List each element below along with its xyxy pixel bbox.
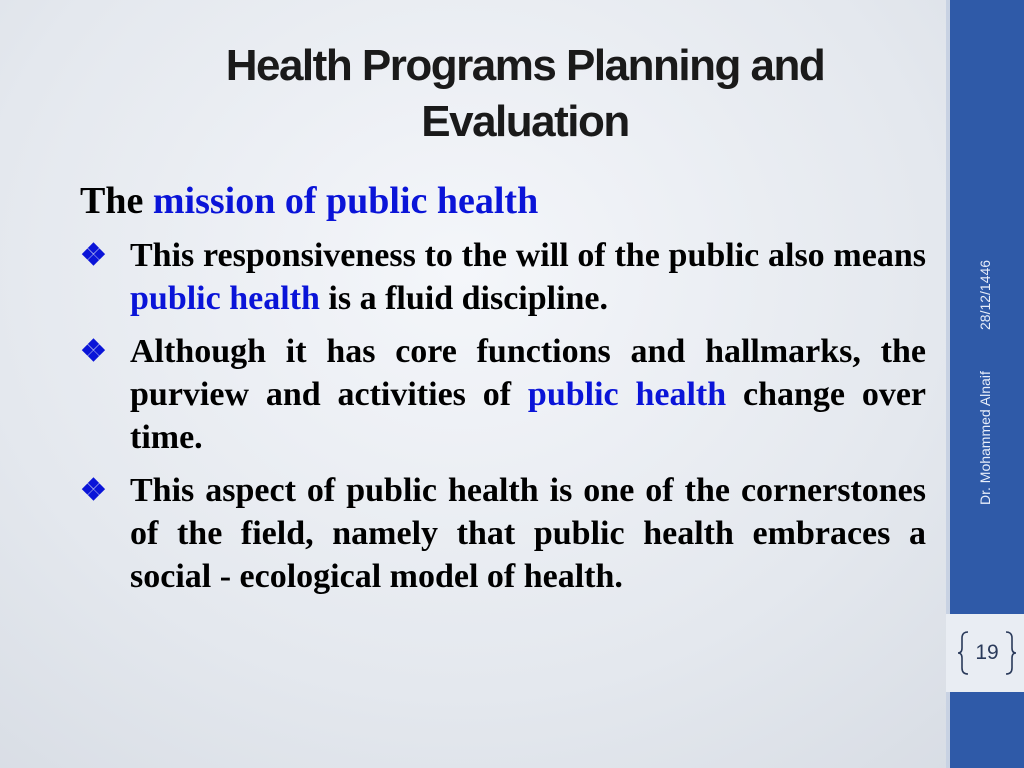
bullet-highlight: public health bbox=[527, 376, 727, 413]
bullet-highlight: public health bbox=[130, 280, 320, 317]
diamond-bullet-icon: ❖ bbox=[80, 474, 107, 507]
subheading-prefix: The bbox=[80, 180, 144, 222]
section-subheading bbox=[80, 178, 538, 224]
bullet-text: Although it has core functions and hallmarks, the purview and activities of bbox=[130, 333, 926, 413]
slide-title bbox=[150, 38, 900, 150]
subheading-highlight: mission of public health bbox=[152, 180, 539, 222]
footer-author: Dr. Mohammed Alnaif bbox=[977, 371, 993, 505]
diamond-bullet-icon: ❖ bbox=[80, 239, 107, 272]
diamond-bullet-icon: ❖ bbox=[80, 335, 107, 368]
bullet-text: change over time. bbox=[130, 376, 927, 456]
bullet-item bbox=[80, 469, 926, 598]
bullet-item bbox=[80, 330, 926, 459]
slide-title-line-2: Evaluation bbox=[421, 97, 629, 146]
slide-title-line-1: Health Programs Planning and bbox=[225, 41, 825, 90]
bullet-list bbox=[80, 234, 926, 608]
bullet-text: is a fluid discipline. bbox=[319, 280, 609, 317]
bullet-item bbox=[80, 234, 926, 320]
bullet-text: This responsiveness to the will of the public also means bbox=[130, 237, 926, 274]
page-number: 19 bbox=[975, 641, 999, 664]
footer-date: 28/12/1446 bbox=[977, 259, 993, 330]
bullet-text: This aspect of public health is one of the cornerstones of the field, namely that public health embraces a social - ecological model of health. bbox=[130, 472, 926, 595]
